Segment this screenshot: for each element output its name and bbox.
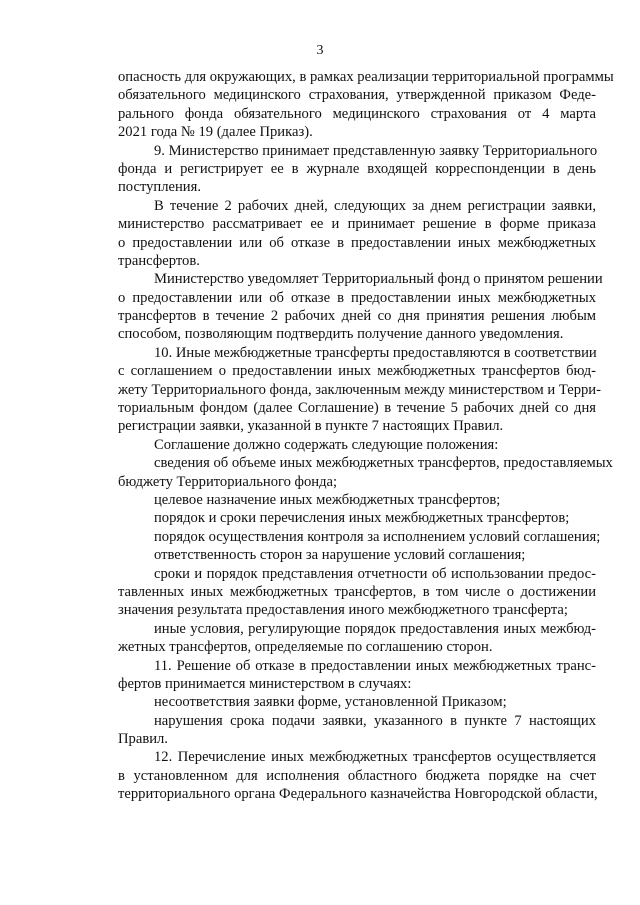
paragraph [118, 454, 613, 491]
text-line: фонда и регистрирует ее в журнале входящей корреспонденции в день [118, 160, 596, 177]
text-line: порядок и сроки перечисления иных межбюджетных трансфертов; [154, 510, 570, 527]
text-line: жетных трансфертов, определяемые по соглашению сторон. [118, 639, 493, 656]
text-line: тавленных иных межбюджетных трансфертов, в том числе о достижении [118, 583, 596, 600]
text-line: 10. Иные межбюджетные трансферты предоставляются в соответствии [154, 344, 597, 361]
text-line: иные условия, регулирующие порядок предоставления иных межбюд- [154, 620, 596, 637]
paragraph [118, 142, 596, 197]
text-line: с соглашением о предоставлении иных межбюджетных трансфертов бюд- [118, 363, 596, 380]
text-line: 11. Решение об отказе в предоставлении иных межбюджетных транс- [154, 657, 596, 674]
text-line: сведения об объеме иных межбюджетных трансфертов, предоставляемых [154, 455, 613, 472]
paragraph [118, 436, 596, 454]
paragraph [118, 197, 596, 271]
text-line: поступления. [118, 179, 201, 196]
paragraph [118, 546, 596, 564]
text-line: о предоставлении или об отказе в предоставлении иных межбюджетных [118, 289, 596, 306]
text-line: о предоставлении или об отказе в предоставлении иных межбюджетных [118, 234, 596, 251]
text-line: министерство рассматривает ее и принимает решение в форме приказа [118, 216, 596, 233]
paragraph [118, 620, 596, 657]
paragraph [118, 509, 596, 527]
text-line: рального фонда обязательного медицинского страхования от 4 марта [118, 105, 596, 122]
paragraph [118, 528, 601, 546]
text-line: порядок осуществления контроля за исполнением условий соглашения; [154, 528, 601, 545]
paragraph [118, 565, 596, 620]
text-line: территориального органа Федерального казначейства Новгородской области, [118, 786, 598, 803]
text-line: Министерство уведомляет Территориальный фонд о принятом решении [154, 271, 603, 288]
text-line: в установленном для исполнения областного бюджета порядке на счет [118, 767, 596, 784]
text-line: ториальным фондом (далее Соглашение) в течение 5 рабочих дней со дня [118, 400, 596, 417]
text-line: Соглашение должно содержать следующие положения: [154, 436, 499, 453]
text-line: Правил. [118, 731, 168, 748]
text-line: значения результата предоставления иного межбюджетного трансферта; [118, 602, 568, 619]
paragraph [118, 68, 614, 142]
text-line: нарушения срока подачи заявки, указанного в пункте 7 настоящих [154, 712, 596, 729]
page-number: 3 [316, 43, 324, 58]
text-line: трансфертов в течение 2 рабочих дней со дня принятия решения любым [118, 308, 596, 325]
text-line: 12. Перечисление иных межбюджетных трансфертов осуществляется [154, 749, 596, 766]
text-line: 2021 года № 19 (далее Приказ). [118, 124, 313, 141]
paragraph [118, 748, 596, 803]
paragraph [118, 491, 596, 509]
paragraph [118, 693, 596, 711]
paragraph [118, 657, 596, 694]
text-line: регистрации заявки, указанной в пункте 7 настоящих Правил. [118, 418, 504, 435]
text-line: В течение 2 рабочих дней, следующих за днем регистрации заявки, [154, 197, 596, 214]
text-line: опасность для окружающих, в рамках реализации территориальной программы [118, 69, 614, 85]
paragraph [118, 712, 596, 749]
text-line: трансфертов. [118, 252, 200, 269]
text-line: ответственность сторон за нарушение условий соглашения; [154, 547, 526, 564]
text-line: 9. Министерство принимает представленную заявку Территориального [154, 142, 598, 159]
text-line: фертов принимается министерством в случаях: [118, 675, 412, 692]
text-line: жету Территориального фонда, заключенным между министерством и Терри- [118, 381, 601, 398]
text-line: обязательного медицинского страхования, утвержденной приказом Феде- [118, 87, 596, 104]
text-line: способом, позволяющим подтвердить получение данного уведомления. [118, 326, 564, 343]
text-line: целевое назначение иных межбюджетных трансфертов; [154, 491, 501, 508]
text-line: несоответствия заявки форме, установленной Приказом; [154, 694, 507, 711]
document-body [118, 68, 614, 804]
text-line: сроки и порядок представления отчетности об использовании предос- [154, 565, 596, 582]
paragraph [118, 344, 601, 436]
text-line: бюджету Территориального фонда; [118, 473, 338, 490]
paragraph [118, 270, 603, 344]
